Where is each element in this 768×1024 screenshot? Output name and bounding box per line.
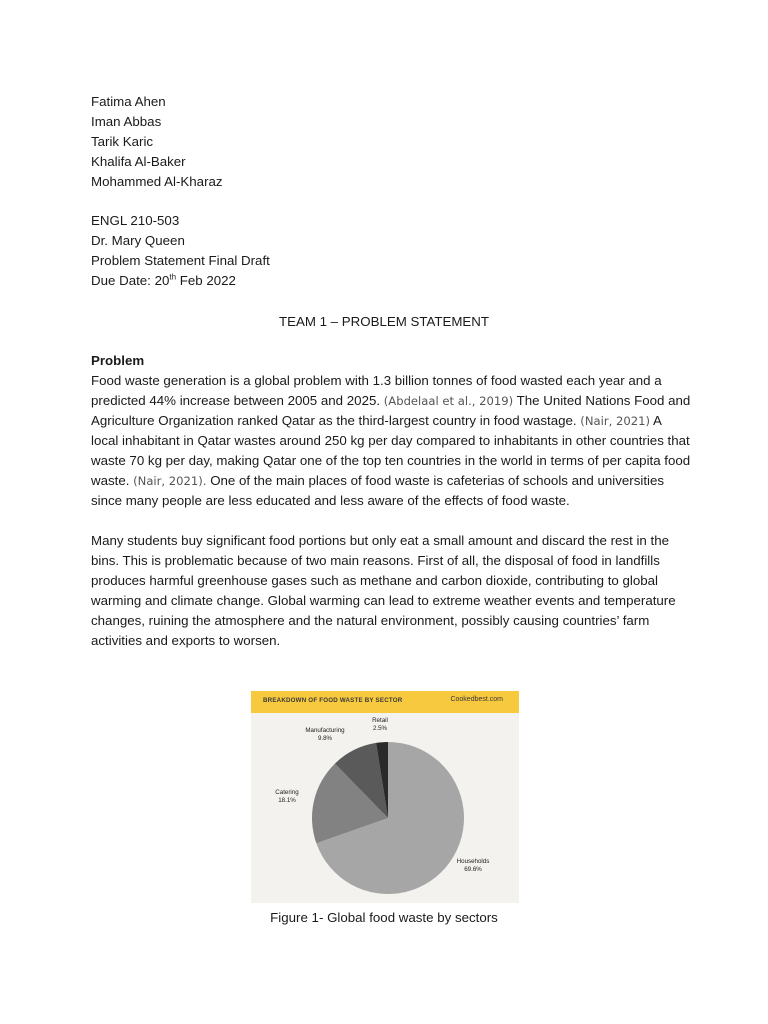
paragraph-text: Food waste generation is a global problem with 1.3 billion tonnes of food wasted each year and a predicted 44% increase between 2005 and 2025. (91, 373, 662, 408)
slice-value-retail: 2.5% (372, 725, 388, 732)
chart-title: BREAKDOWN OF FOOD WASTE BY SECTOR (263, 697, 403, 704)
slice-label-households: Households (456, 858, 490, 865)
slice-value-catering: 18.1% (278, 797, 296, 804)
author-name: Khalifa Al-Baker (91, 154, 186, 169)
pie-chart (251, 691, 519, 903)
author-name: Fatima Ahen (91, 94, 166, 109)
paragraph-text: One of the main places of food waste is cafeterias of schools and universities since many people are less educated and less aware of the effects of food waste. (91, 473, 665, 508)
course-code: ENGL 210-503 (91, 213, 180, 228)
chart-source: Cookedbest.com (450, 696, 503, 703)
slice-label-retail: Retail (372, 717, 388, 724)
author-name: Tarik Karic (91, 134, 154, 149)
citation: (Nair, 2021). (133, 474, 207, 488)
paragraph-2: Many students buy significant food portions but only eat a small amount and discard the rest in the bins. This is problematic because of two main reasons. First of all, the disposal of food in landfills produces harmful greenhouse gases such as methane and carbon dioxide, contributing to global warming and climate change. Global warming can lead to extreme weather events and temperature changes, ruining the atmosphere and the natural environment, possibly causing countries’ farm activities and exports to worsen. (91, 533, 676, 648)
due-date (91, 271, 270, 291)
due-date-superscript: th (169, 272, 177, 282)
slice-value-manufacturing: 9.8% (317, 735, 333, 742)
citation: (Abdelaal et al., 2019) (383, 394, 514, 408)
paragraph-text: The United Nations Food and Agriculture Organization ranked Qatar as the third-largest country in food wastage. (91, 393, 691, 428)
paragraph-1 (91, 373, 690, 508)
due-date-prefix: Due Date: 20 (91, 273, 170, 288)
due-date-suffix: Feb 2022 (176, 273, 236, 288)
assignment-title: Problem Statement Final Draft (91, 253, 270, 268)
paragraph-text: A local inhabitant in Qatar wastes around 250 kg per day compared to inhabitants in other countries that waste 70 kg per day, making Qatar one of the top ten countries in the world in terms of per capita food waste. (91, 413, 691, 488)
slice-value-households: 69.6% (464, 866, 482, 873)
author-name: Iman Abbas (91, 114, 162, 129)
course-info (91, 211, 270, 291)
problem-section (91, 351, 691, 511)
slice-label-manufacturing: Manufacturing (305, 727, 345, 734)
pie-chart-figure (251, 691, 519, 903)
author-name: Mohammed Al-Kharaz (91, 174, 223, 189)
section-heading: Problem (91, 353, 145, 368)
author-list (91, 92, 223, 192)
slice-label-catering: Catering (275, 789, 299, 796)
figure-caption: Figure 1- Global food waste by sectors (270, 910, 498, 925)
citation: (Nair, 2021) (580, 414, 650, 428)
document-title: TEAM 1 – PROBLEM STATEMENT (278, 314, 490, 329)
instructor-name: Dr. Mary Queen (91, 233, 185, 248)
